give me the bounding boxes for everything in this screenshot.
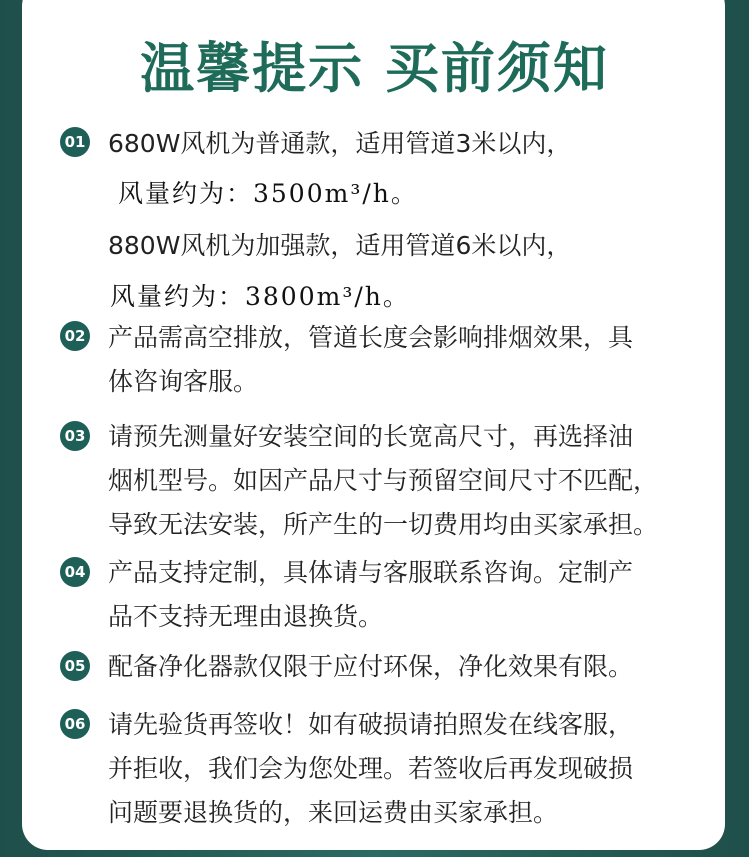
item-01-line-2: 风量约为：3500m³/h。 (118, 179, 418, 208)
item-01-line-1: 680W风机为普通款，适用管道3米以内， (108, 129, 572, 158)
item-03-line-2: 烟机型号。如因产品尺寸与预留空间尺寸不匹配， (108, 466, 659, 495)
number-badge-03: 03 (60, 421, 90, 451)
page-title: 温馨提示 买前须知 (140, 37, 609, 100)
number-badge-05: 05 (60, 651, 90, 681)
item-03-line-1: 请预先测量好安装空间的长宽高尺寸，再选择油 (108, 422, 634, 451)
item-02-line-1: 产品需高空排放，管道长度会影响排烟效果，具 (108, 323, 634, 352)
item-01-line-3: 880W风机为加强款，适用管道6米以内， (108, 231, 572, 260)
item-03-line-3: 导致无法安装，所产生的一切费用均由买家承担。 (108, 510, 659, 539)
item-02-line-2: 体咨询客服。 (108, 367, 259, 396)
item-01-line-4: 风量约为：3800m³/h。 (110, 282, 410, 311)
number-badge-04: 04 (60, 557, 90, 587)
item-05-line-1: 配备净化器款仅限于应付环保，净化效果有限。 (108, 652, 634, 681)
item-04-line-2: 品不支持无理由退换货。 (108, 602, 384, 631)
number-badge-06: 06 (60, 709, 90, 739)
item-06-line-2: 并拒收，我们会为您处理。若签收后再发现破损 (108, 754, 634, 783)
item-04-line-1: 产品支持定制，具体请与客服联系咨询。定制产 (108, 558, 634, 587)
number-badge-02: 02 (60, 321, 90, 351)
item-06-line-3: 问题要退换货的，来回运费由买家承担。 (108, 798, 559, 827)
number-badge-01: 01 (60, 127, 90, 157)
item-06-line-1: 请先验货再签收！如有破损请拍照发在线客服， (108, 710, 634, 739)
